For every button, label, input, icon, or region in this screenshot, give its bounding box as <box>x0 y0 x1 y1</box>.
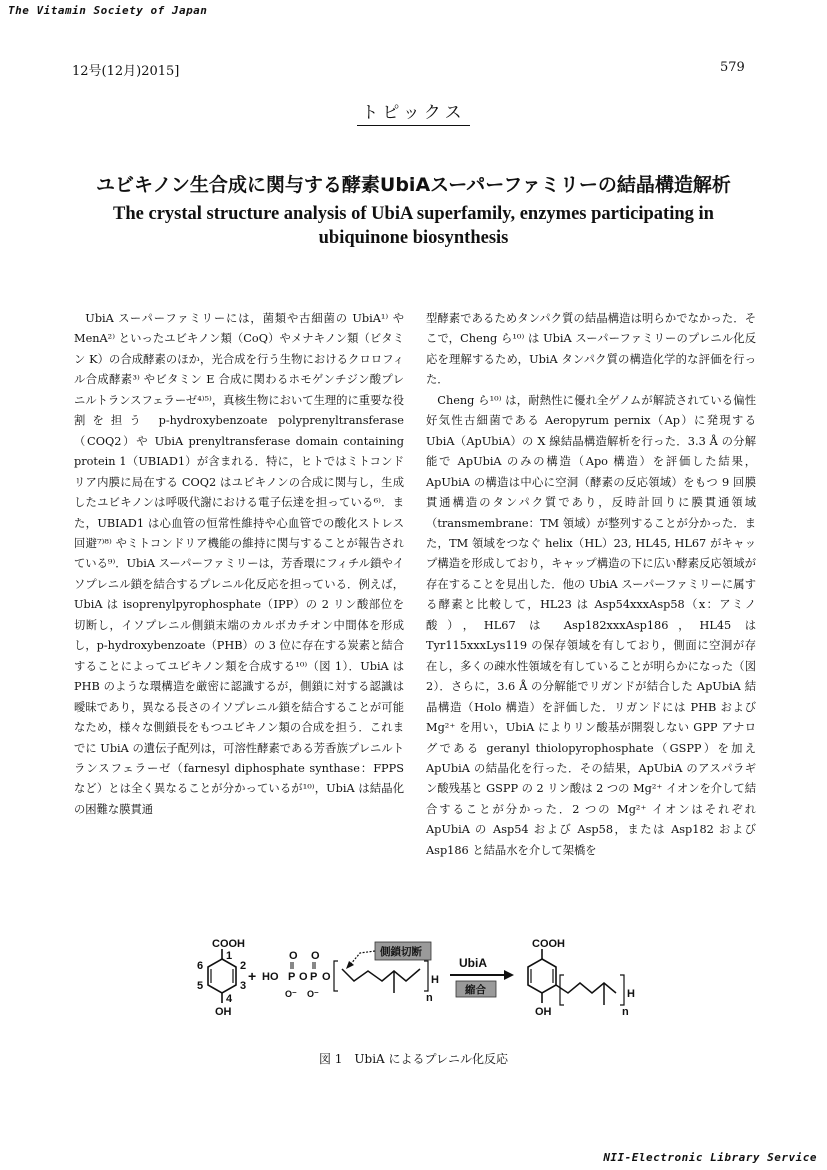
body-paragraph: Cheng ら¹⁰⁾ は，耐熱性に優れ全ゲノムが解読されている偏性好気性古細菌である Aeropyrum pernix（Ap）に発現する UbiA（ApUbiA）の X 線結晶構造解析を行った．3.3 Å の分解能で ApUbiA のみの構造（Apo 構造）を評価した結果，ApUbiA の構造は中心に空洞（酵素の反応領域）をもつ 9 回膜貫通構造のタンパク質であり，反時計回りに膜貫通領域（transmembrane：TM 領域）が整列することが分かった．また，TM 領域をつなぐ helix（HL）23, HL45, HL67 がキャップ構造を形成しており，キャップ構造の下に広い酵素反応領域が存在することを見出した．他の UbiA スーパーファミリーに属する酵素と比較して，HL23 は Asp54xxxAsp58（x：アミノ酸），HL67 は Asp182xxxAsp186，HL45 は Tyr115xxxLys119 の保存領域を有しており，側面に空洞が存在し，多くの疎水性領域を有していることが明らかになった（図 2）．さらに，3.6 Å の分解能でリガンドが結合した ApUbiA 結晶構造（Holo 構造）を評価した．リガンドには PHB および Mg²⁺ を用い，UbiA によりリン酸基が開裂しない GPP アナログである geranyl thiolopyrophosphate（GSPP）を加え ApUbiA の結晶化を行った．その結果，ApUbiA のアスパラギン酸残基と GSPP の 2 リン酸は 2 つの Mg²⁺ イオンを介して結合することが分かった．2 つの Mg²⁺ イオンはそれぞれ ApUbiA の Asp54 および Asp58，または Asp182 および Asp186 と結晶水を介して架橋を <box>426 393 757 857</box>
section-heading <box>0 98 827 126</box>
hydrogen-label: H <box>627 988 635 1000</box>
ho-label: HO <box>262 971 279 983</box>
cooh-label: COOH <box>212 938 245 950</box>
title-japanese: ユビキノン生合成に関与する酵素UbiAスーパーファミリーの結晶構造解析 <box>96 174 731 196</box>
issue-label: 12号(12月)2015] <box>72 64 180 79</box>
page-number: 579 <box>720 60 745 75</box>
oxygen-label: O <box>311 950 320 962</box>
hydrogen-label: H <box>431 974 439 986</box>
ring-number: 1 <box>226 950 233 962</box>
prenylated-product <box>528 938 635 1018</box>
cleavage-label: 側鎖切断 <box>380 946 422 958</box>
cooh-label: COOH <box>532 938 565 950</box>
body-paragraph: UbiA スーパーファミリーには，菌類や古細菌の UbiA¹⁾ や MenA²⁾ といったユビキノン類（CoQ）やメナキノン類（ビタミン K）の合成酵素のほか，光合成を行う生物におけるクロロフィル合成酵素³⁾ やビタミン E 合成に関わるホモゲンチジン酸プレニルトランスフェラーゼ⁴⁾⁵⁾，真核生物において生理的に重要な役割を担う p-hydroxybenzoate polyprenyltransferase（COQ2）や UbiA prenyltransferase domain containing protein 1（UBIAD1）が含まれる．特に，ヒトではミトコンドリア内膜に局在する COQ2 はユビキノンの合成に関与し，生成したユビキノンは呼吸代謝における電子伝達を担っている⁶⁾．また，UBIAD1 は心血管の恒常性維持や心血管での酸化ストレス回避⁷⁾⁸⁾ やミトコンドリア機能の維持に関与することが報告されている⁹⁾．UbiA スーパーファミリーは，芳香環にフィチル鎖やイソプレニル鎖を結合するプレニル化反応を担っている．例えば，UbiA は isoprenylpyrophosphate（IPP）の 2 リン酸部位を切断し，イソプレニル側鎖末端のカルボカチオン中間体を形成し，p-hydroxybenzoate（PHB）の 3 位に存在する炭素と結合することによってユビキノン類を合成する¹⁰⁾（図 1）．UbiA は PHB のような環構造を厳密に認識するが，側鎖に対する認識は曖昧であり，異なる長さのイソプレニル鎖を結合することが可能なため，様々な側鎖長をもつユビキノン類の合成を担う．これまでに UbiA の遺伝子配列は，可溶性酵素である芳香族プレニルトランスフェラーゼ（farnesyl diphosphate synthase：FPPS など）とは全く異なることが分かっているが¹⁰⁾，UbiA は結晶化の困難な膜貫通 <box>74 312 404 816</box>
plus-sign: + <box>248 968 257 984</box>
footer-service-label: NII-Electronic Library Service <box>603 1151 817 1164</box>
enzyme-label: UbiA <box>459 956 487 970</box>
title-english: The crystal structure analysis of UbiA superfamily, enzymes participating in ubiquinone biosynthesis <box>113 204 714 248</box>
section-label: トピックス <box>357 98 469 126</box>
ring-number: 2 <box>240 960 247 972</box>
figure-caption: 図 1 UbiA によるプレニル化反応 <box>318 1052 509 1066</box>
prenylation-reaction-scheme <box>180 935 650 1035</box>
phosphorus-label: P <box>310 971 318 983</box>
oxygen-label: O <box>322 971 331 983</box>
phosphorus-label: P <box>288 971 296 983</box>
ring-number: 5 <box>197 980 204 992</box>
oxygen-label: O <box>299 971 308 983</box>
repeat-n-label: n <box>622 1006 629 1018</box>
condensation-label: 縮合 <box>465 984 486 996</box>
repeat-n-label: n <box>426 992 433 1004</box>
body-column-left <box>74 309 404 820</box>
oxygen-anion-label: O⁻ <box>285 989 297 999</box>
oh-label: OH <box>535 1006 552 1018</box>
cleavage-callout <box>346 942 431 969</box>
oxygen-label: O <box>289 950 298 962</box>
oxygen-anion-label: O⁻ <box>307 989 319 999</box>
phb-molecule <box>197 938 246 1018</box>
ring-number: 6 <box>197 960 204 972</box>
journal-society-header: The Vitamin Society of Japan <box>8 4 208 17</box>
ring-number: 3 <box>240 980 247 992</box>
body-column-right <box>426 309 756 861</box>
oh-label: OH <box>215 1006 232 1018</box>
body-paragraph: 型酵素であるためタンパク質の結晶構造は明らかでなかった．そこで，Cheng ら¹⁰⁾ は UbiA スーパーファミリーのプレニル化反応を理解するため，UbiA タンパク質の構造化学的な評価を行った． <box>426 312 756 387</box>
ring-number: 4 <box>226 993 233 1005</box>
reaction-arrow <box>450 956 514 997</box>
